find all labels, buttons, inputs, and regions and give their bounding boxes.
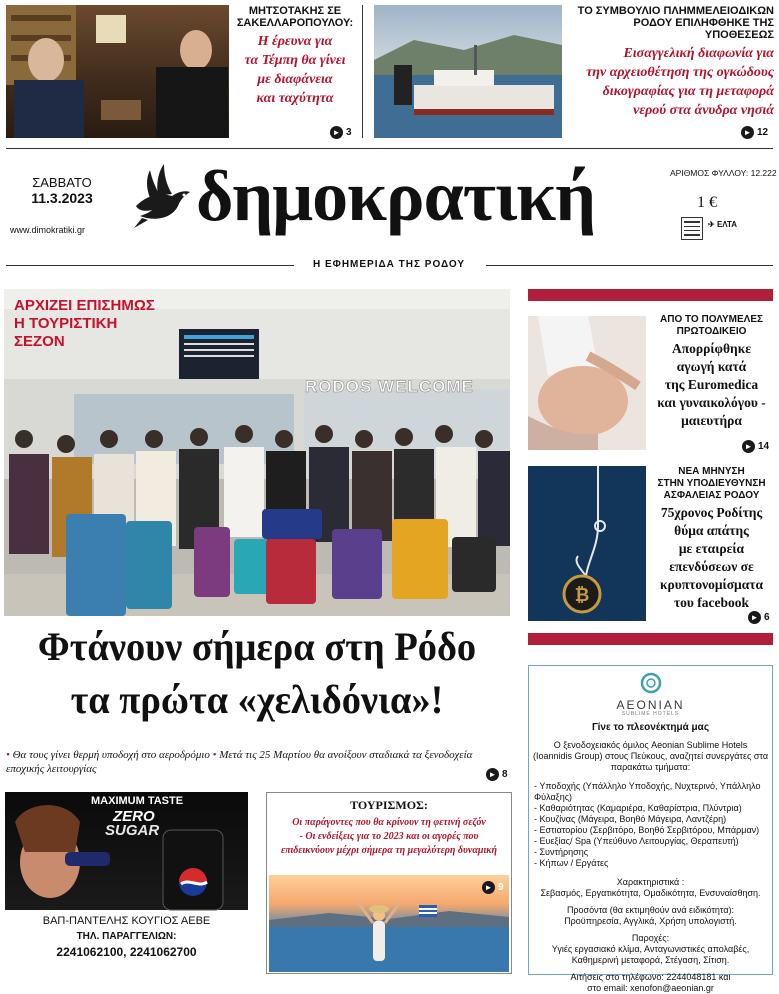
masthead-title: δημοκρατική	[196, 156, 596, 236]
tagline-rule-right	[486, 265, 773, 266]
tourism-page[interactable]: ► 9	[482, 881, 504, 894]
arrow-icon: ►	[748, 611, 761, 624]
teaser-right-photo[interactable]	[374, 5, 562, 138]
aeonian-brand: AEONIAN	[616, 698, 685, 712]
side2-headline[interactable]: 75χρονος Ροδίτης θύμα απάτης με εταιρεία επενδύσεων σε κρυπτονομίσματα του facebook	[659, 505, 763, 610]
teaser-right-kicker-2: ΡΟΔΟΥ ΕΠΙΛΗΦΘΗΚΕ ΤΗΣ ΥΠΟΘΕΣΕΩΣ	[633, 17, 774, 41]
pepsi-orders-label: ΤΗΛ. ΠΑΡΑΓΓΕΛΙΩΝ:	[76, 931, 177, 942]
side2-kicker: ΝΕΑ ΜΗΝΥΣΗ	[678, 466, 745, 477]
tourism-headline: Οι παράγοντες που θα κρίνουν τη φετινή σεζόν - Οι ενδείξεις για το 2023 και οι αγορές που επιδεικνύουν μέχρι σήμερα τη μεγαλύτερη δυναμική	[280, 817, 498, 856]
arrow-icon: ►	[330, 126, 343, 139]
masthead-issue: ΑΡΙΘΜΟΣ ΦΥΛΛΟΥ: 12.222	[670, 168, 777, 178]
arrow-icon: ►	[742, 440, 755, 453]
aeonian-department: - Κήπων / Εργάτες	[534, 858, 609, 868]
aeonian-department: - Καθαριότητας (Καμαριέρα, Καθαρίστρια, Πλύντρια)	[534, 803, 742, 813]
aeonian-department: - Εστιατορίου (Σερβιτόρο, Βοηθό Σερβιτόρου, Μπάρμαν)	[534, 825, 760, 835]
aeonian-contact: Αιτήσεις στο τηλέφωνο: 2244048181 και στο email: xenofon@aeonian.gr	[570, 972, 731, 993]
main-headline[interactable]: Φτάνουν σήμερα στη Ρόδο τα πρώτα «χελιδόνια»!	[37, 624, 477, 722]
teaser-left-kicker: ΜΗΤΣΟΤΑΚΗΣ ΣΕ	[248, 5, 342, 17]
pepsi-line3: SUGAR	[105, 822, 160, 839]
side2-kicker-2: ΣΤΗΝ ΥΠΟΔΙΕΥΘΥΝΣΗ	[657, 478, 766, 489]
teaser-left-photo[interactable]	[6, 5, 229, 138]
masthead-day: ΣΑΒΒΑΤΟ	[32, 175, 92, 190]
side2-kicker-3: ΑΣΦΑΛΕΙΑΣ ΡΟΔΟΥ	[663, 490, 760, 501]
elta-badge: ✈ ΕΛΤΑ	[708, 220, 738, 229]
masthead-website[interactable]: www.dimokratiki.gr	[10, 225, 86, 235]
teaser-right-headline[interactable]: Εισαγγελική διαφωνία για την αρχειοθέτηση της ογκώδους δικογραφίας για τη μεταφορά νερού στα άνυδρα νησιά	[586, 46, 774, 118]
tagline-rule-left	[6, 265, 294, 266]
teaser-right-kicker: ΤΟ ΣΥΜΒΟΥΛΙΟ ΠΛΗΜΜΕΛΕΙΟΔΙΚΩΝ	[577, 5, 774, 17]
arrow-icon: ►	[486, 768, 499, 781]
pepsi-line1: MAXIMUM TASTE	[91, 795, 184, 807]
teaser-left-kicker-2: ΣΑΚΕΛΛΑΡΟΠΟΥΛΟΥ:	[236, 17, 354, 29]
teaser-divider	[362, 5, 363, 138]
aeonian-offers: Παροχές: Υγιές εργασιακό κλίμα, Ανταγωνιστικές απολαβές, Καθημερινή μεταφορά, Στέγαση, Σίτιση.	[551, 933, 750, 965]
aeonian-brand-sub: SUBLIME HOTELS	[621, 711, 680, 717]
bullet-icon: •	[6, 749, 10, 761]
pepsi-line2: ZERO	[113, 808, 155, 825]
aeonian-department: - Συντήρησης	[534, 847, 589, 857]
sidebar-top-bar	[528, 289, 773, 301]
main-story-page[interactable]: ► 8	[486, 768, 508, 781]
aeonian-department: - Υποδοχής (Υπάλληλο Υποδοχής, Νυχτερινό, Υπάλληλο Φύλαξης)	[534, 781, 761, 802]
aeonian-traits: Χαρακτηριστικά : Σεβασμός, Εργατικότητα, Ομαδικότητα, Ενσυναίσθηση.	[540, 877, 761, 898]
pepsi-ad-banner	[5, 792, 248, 910]
tourism-kicker: ΤΟΥΡΙΣΜΟΣ:	[350, 798, 428, 812]
aeonian-cta: Γίνε το πλεονέκτημά μας	[591, 722, 710, 733]
side1-kicker: ΑΠΟ ΤΟ ΠΟΛΥΜΕΛΕΣ	[660, 314, 763, 325]
teaser-right-page[interactable]: ► 12	[741, 126, 768, 139]
elta-bird-icon: ✈	[708, 220, 715, 229]
aeonian-logo-icon	[529, 672, 772, 699]
pepsi-company: ΒΑΠ-ΠΑΝΤΕΛΗΣ ΚΟΥΓΙΟΣ ΑΕΒΕ	[42, 915, 211, 927]
arrow-icon: ►	[741, 126, 754, 139]
tourism-photo	[269, 875, 509, 972]
arrow-icon: ►	[482, 881, 495, 894]
side1-headline[interactable]: Απορρίφθηκε αγωγή κατά της Euromedica και γυναικολόγου - μαιευτήρα	[657, 341, 766, 428]
bullet-icon: •	[212, 749, 217, 761]
aeonian-departments	[534, 781, 772, 869]
masthead-price: 1 €	[697, 194, 717, 211]
barcode-stamp-icon	[681, 217, 703, 240]
masthead-tagline: Η ΕΦΗΜΕΡΙΔΑ ΤΗΣ ΡΟΔΟΥ	[312, 259, 466, 270]
sidebar-mid-bar	[528, 633, 773, 645]
teaser-left-headline[interactable]: Η έρευνα για τα Τέμπη θα γίνει με διαφάνεια και ταχύτητα	[244, 34, 346, 106]
pepsi-ad[interactable]	[5, 792, 248, 970]
teaser-left-page[interactable]: ► 3	[330, 126, 352, 139]
side1-photo[interactable]	[528, 316, 646, 450]
side1-kicker-2: ΠΡΩΤΟΔΙΚΕΙΟ	[676, 326, 747, 337]
tourism-box[interactable]	[266, 792, 512, 974]
side1-page[interactable]: ► 14	[742, 440, 769, 453]
aeonian-ad[interactable]	[528, 665, 773, 993]
aeonian-department: - Κουζίνας (Μάγειρα, Βοηθό Μάγειρα, Λαντζέρη)	[534, 814, 727, 824]
rodos-welcome-sign: RODOS WELCOME	[305, 377, 474, 396]
pepsi-phones: 2241062100, 2241062700	[56, 945, 197, 959]
side2-page[interactable]: ► 6	[748, 611, 770, 624]
dove-logo-icon	[128, 162, 194, 230]
main-bullet-2: Μετά τις 25 Μαρτίου θα ανοίξουν σταδιακά τα ξενοδοχεία εποχικής λειτουργίας	[6, 749, 473, 775]
aeonian-intro: Ο ξενοδοχειακός όμιλος Aeonian Sublime Hotels (Ioannidis Group) στους Πεύκους, αναζητεί συνεργάτες στα παρακάτω τμήματα:	[532, 740, 769, 772]
main-bullets	[6, 748, 510, 776]
aeonian-quals: Προσόντα (θα εκτιμηθούν ανά ειδικότητα): Προϋπηρεσία, Αγγλικά, Χρήση υπολογιστή.	[564, 905, 737, 926]
masthead-date: 11.3.2023	[31, 190, 93, 206]
main-photo-overlay: ΑΡΧΙΖΕΙ ΕΠΙΣΗΜΩΣ Η ΤΟΥΡΙΣΤΙΚΗ ΣΕΖΟΝ	[14, 297, 155, 350]
main-bullet-1: Θα τους γίνει θερμή υποδοχή στο αεροδρόμιο	[12, 749, 210, 761]
aeonian-department: - Ευεξίας/ Spa (Υπεύθυνο Λειτουργίας, Θεραπευτή)	[534, 836, 739, 846]
side2-crypto-photo[interactable]	[528, 466, 646, 621]
svg-text:₿: ₿	[574, 585, 590, 605]
